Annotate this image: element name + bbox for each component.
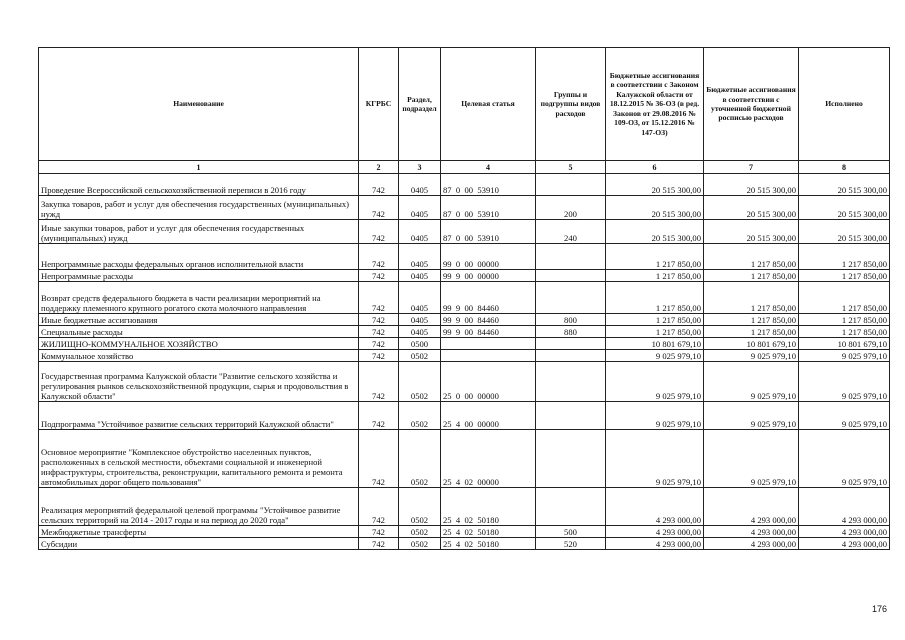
table-row [39,338,890,350]
row-kgrbs: 742 [359,538,399,550]
column-number: 1 [39,161,359,174]
row-expense-group [536,338,606,350]
row-section: 0502 [399,526,441,538]
page-number: 176 [872,604,888,614]
row-target-article: 25 4 02 50180 [441,538,536,550]
row-section: 0405 [399,314,441,326]
table-row [39,314,890,326]
table-row [39,282,890,314]
table-row [39,488,890,526]
row-law-amount: 20 515 300,00 [606,174,704,196]
row-name: Иные бюджетные ассигнования [39,314,359,326]
row-target-article: 25 4 02 00000 [441,430,536,488]
row-kgrbs: 742 [359,362,399,402]
row-target-article [441,350,536,362]
row-law-amount: 9 025 979,10 [606,402,704,430]
budget-table [38,47,890,550]
table-header [39,48,890,174]
row-law-amount: 1 217 850,00 [606,270,704,282]
row-refined-amount: 20 515 300,00 [704,174,799,196]
row-section: 0405 [399,326,441,338]
row-section: 0502 [399,362,441,402]
row-target-article: 99 9 00 84460 [441,314,536,326]
row-executed-amount: 9 025 979,10 [799,362,890,402]
header-groups: Группы и подгруппы видов расходов [536,48,606,161]
header-target: Целевая статья [441,48,536,161]
row-name: Иные закупки товаров, работ и услуг для обеспечения государственных (муниципальных) нужд [39,220,359,244]
row-kgrbs: 742 [359,174,399,196]
header-refined-appropriations: Бюджетные ассигнования в соответствии с уточненной бюджетной росписью расходов [704,48,799,161]
row-target-article: 99 9 00 84460 [441,282,536,314]
row-law-amount: 1 217 850,00 [606,326,704,338]
row-law-amount: 20 515 300,00 [606,196,704,220]
header-name: Наименование [39,48,359,161]
column-number: 3 [399,161,441,174]
header-law-appropriations: Бюджетные ассигнования в соответствии с Законом Калужской области от 18.12.2015 № 36-ОЗ (в ред. Законов от 29.08.2016 № 109-ОЗ, от 15.12.2016 № 147-ОЗ) [606,48,704,161]
row-expense-group: 520 [536,538,606,550]
row-refined-amount: 9 025 979,10 [704,350,799,362]
row-target-article [441,338,536,350]
row-executed-amount: 1 217 850,00 [799,282,890,314]
row-executed-amount: 20 515 300,00 [799,220,890,244]
row-refined-amount: 1 217 850,00 [704,326,799,338]
row-target-article: 25 4 02 50180 [441,526,536,538]
table-row [39,402,890,430]
row-kgrbs: 742 [359,314,399,326]
column-number: 6 [606,161,704,174]
row-kgrbs: 742 [359,282,399,314]
table-row [39,350,890,362]
row-kgrbs: 742 [359,430,399,488]
row-executed-amount: 9 025 979,10 [799,402,890,430]
row-executed-amount: 9 025 979,10 [799,430,890,488]
row-name: Межбюджетные трансферты [39,526,359,538]
row-refined-amount: 4 293 000,00 [704,488,799,526]
row-law-amount: 1 217 850,00 [606,244,704,270]
row-target-article: 87 0 00 53910 [441,220,536,244]
row-section: 0405 [399,196,441,220]
row-section: 0502 [399,430,441,488]
row-refined-amount: 1 217 850,00 [704,314,799,326]
row-kgrbs: 742 [359,488,399,526]
row-name: Возврат средств федерального бюджета в части реализации мероприятий на поддержку племенного крупного рогатого скота молочного направления [39,282,359,314]
row-refined-amount: 20 515 300,00 [704,220,799,244]
row-expense-group [536,402,606,430]
row-target-article: 87 0 00 53910 [441,174,536,196]
row-law-amount: 10 801 679,10 [606,338,704,350]
row-name: Непрограммные расходы федеральных органов исполнительной власти [39,244,359,270]
table-row [39,244,890,270]
row-expense-group [536,174,606,196]
row-kgrbs: 742 [359,350,399,362]
row-kgrbs: 742 [359,526,399,538]
row-name: Государственная программа Калужской области "Развитие сельского хозяйства и регулирования рынков сельскохозяйственной продукции, сырья и продовольствия в Калужской области" [39,362,359,402]
row-expense-group: 240 [536,220,606,244]
row-expense-group [536,430,606,488]
row-expense-group: 500 [536,526,606,538]
row-refined-amount: 9 025 979,10 [704,402,799,430]
table-row [39,326,890,338]
row-name: Основное мероприятие "Комплексное обустройство населенных пунктов, расположенных в сельской местности, объектами социальной и инженерной инфраструктуры, строительства, реконструкции, капитального ремонта и ремонта автомобильных дорог общего пользования" [39,430,359,488]
row-name: Субсидии [39,538,359,550]
row-target-article: 99 9 00 84460 [441,326,536,338]
row-name: Проведение Всероссийской сельскохозяйственной переписи в 2016 году [39,174,359,196]
header-section: Раздел, подраздел [399,48,441,161]
row-section: 0405 [399,174,441,196]
table-body [39,174,890,550]
column-number: 7 [704,161,799,174]
row-kgrbs: 742 [359,402,399,430]
row-expense-group [536,244,606,270]
row-section: 0405 [399,220,441,244]
row-executed-amount: 4 293 000,00 [799,488,890,526]
row-law-amount: 4 293 000,00 [606,488,704,526]
row-section: 0502 [399,402,441,430]
row-executed-amount: 1 217 850,00 [799,326,890,338]
row-refined-amount: 1 217 850,00 [704,282,799,314]
row-kgrbs: 742 [359,244,399,270]
column-number: 2 [359,161,399,174]
column-number: 4 [441,161,536,174]
row-name: Коммунальное хозяйство [39,350,359,362]
row-refined-amount: 9 025 979,10 [704,430,799,488]
row-kgrbs: 742 [359,326,399,338]
row-executed-amount: 1 217 850,00 [799,244,890,270]
row-refined-amount: 1 217 850,00 [704,270,799,282]
row-section: 0502 [399,488,441,526]
table-row [39,362,890,402]
row-expense-group [536,350,606,362]
row-target-article: 25 0 00 00000 [441,362,536,402]
row-law-amount: 20 515 300,00 [606,220,704,244]
row-name: Закупка товаров, работ и услуг для обеспечения государственных (муниципальных) нужд [39,196,359,220]
row-expense-group [536,270,606,282]
row-section: 0405 [399,270,441,282]
row-law-amount: 9 025 979,10 [606,430,704,488]
row-kgrbs: 742 [359,338,399,350]
header-kgrbs: КГРБС [359,48,399,161]
table-row [39,174,890,196]
table-row [39,538,890,550]
row-kgrbs: 742 [359,270,399,282]
row-refined-amount: 20 515 300,00 [704,196,799,220]
row-executed-amount: 4 293 000,00 [799,526,890,538]
table-row [39,220,890,244]
row-name: ЖИЛИЩНО-КОММУНАЛЬНОЕ ХОЗЯЙСТВО [39,338,359,350]
row-executed-amount: 9 025 979,10 [799,350,890,362]
row-target-article: 87 0 00 53910 [441,196,536,220]
row-executed-amount: 4 293 000,00 [799,538,890,550]
row-law-amount: 4 293 000,00 [606,526,704,538]
table-row [39,526,890,538]
row-expense-group: 800 [536,314,606,326]
row-law-amount: 1 217 850,00 [606,282,704,314]
row-law-amount: 9 025 979,10 [606,350,704,362]
row-refined-amount: 9 025 979,10 [704,362,799,402]
row-target-article: 25 4 02 50180 [441,488,536,526]
row-refined-amount: 4 293 000,00 [704,526,799,538]
row-section: 0405 [399,244,441,270]
row-name: Непрограммные расходы [39,270,359,282]
row-kgrbs: 742 [359,196,399,220]
row-law-amount: 1 217 850,00 [606,314,704,326]
row-kgrbs: 742 [359,220,399,244]
row-section: 0500 [399,338,441,350]
row-name: Специальные расходы [39,326,359,338]
row-section: 0502 [399,350,441,362]
table-row [39,430,890,488]
row-target-article: 99 0 00 00000 [441,244,536,270]
row-section: 0502 [399,538,441,550]
row-expense-group: 200 [536,196,606,220]
row-section: 0405 [399,282,441,314]
table-row [39,270,890,282]
header-executed: Исполнено [799,48,890,161]
column-number: 5 [536,161,606,174]
row-executed-amount: 1 217 850,00 [799,270,890,282]
column-number: 8 [799,161,890,174]
row-refined-amount: 4 293 000,00 [704,538,799,550]
row-expense-group [536,362,606,402]
row-law-amount: 4 293 000,00 [606,538,704,550]
column-numbers-row [39,161,890,174]
row-executed-amount: 1 217 850,00 [799,314,890,326]
row-executed-amount: 20 515 300,00 [799,196,890,220]
table-row [39,196,890,220]
row-law-amount: 9 025 979,10 [606,362,704,402]
row-target-article: 99 9 00 00000 [441,270,536,282]
row-expense-group [536,488,606,526]
row-refined-amount: 1 217 850,00 [704,244,799,270]
row-name: Реализация мероприятий федеральной целевой программы "Устойчивое развитие сельских территорий на 2014 - 2017 годы и на период до 2020 года" [39,488,359,526]
row-executed-amount: 20 515 300,00 [799,174,890,196]
row-expense-group: 880 [536,326,606,338]
row-refined-amount: 10 801 679,10 [704,338,799,350]
row-expense-group [536,282,606,314]
row-name: Подпрограмма "Устойчивое развитие сельских территорий Калужской области" [39,402,359,430]
row-target-article: 25 4 00 00000 [441,402,536,430]
row-executed-amount: 10 801 679,10 [799,338,890,350]
